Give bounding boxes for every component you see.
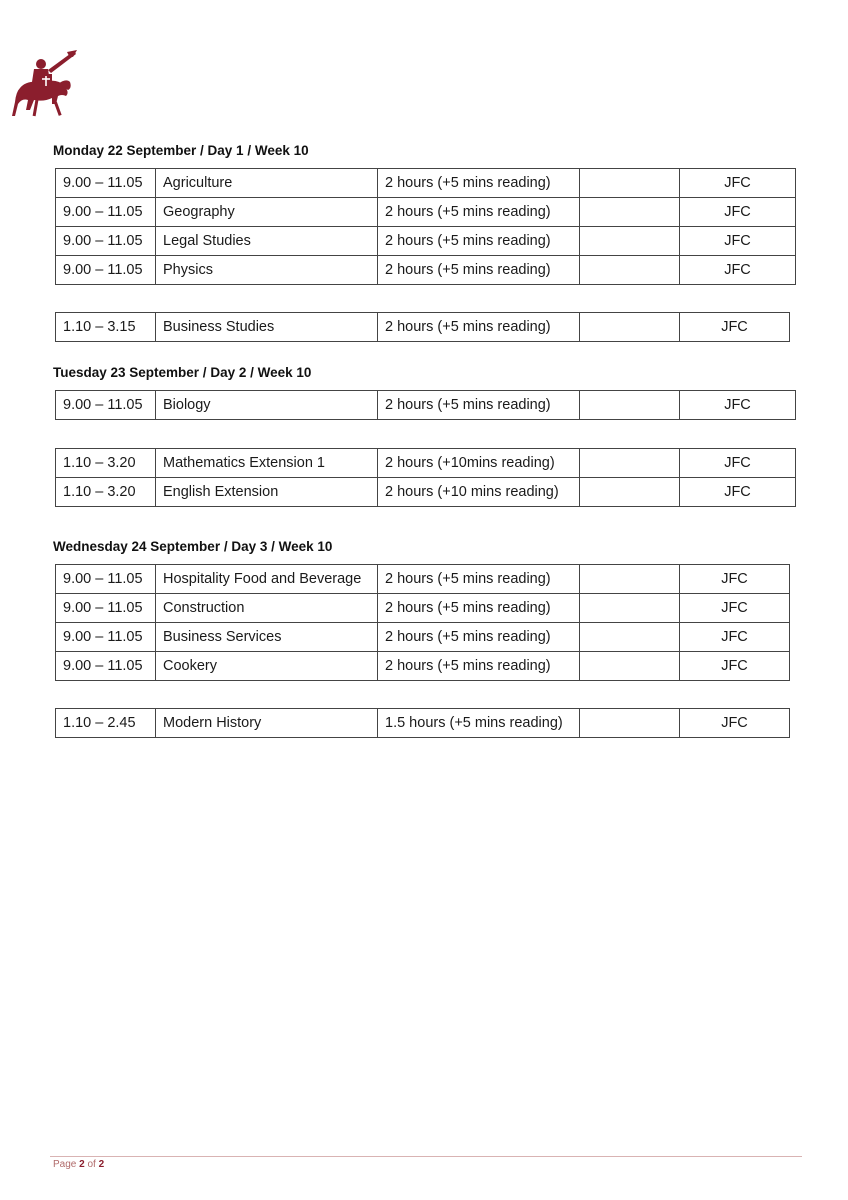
exam-time: 9.00 – 11.05 [56, 198, 156, 227]
exam-time: 9.00 – 11.05 [56, 391, 156, 420]
exam-duration: 2 hours (+5 mins reading) [378, 198, 580, 227]
exam-blank-cell [580, 169, 680, 198]
exam-time: 1.10 – 3.20 [56, 478, 156, 507]
total-pages: 2 [98, 1159, 105, 1170]
table-row [56, 478, 796, 507]
table-row [56, 623, 790, 652]
exam-table-tuesday-afternoon [55, 448, 796, 507]
exam-room: JFC [680, 623, 790, 652]
exam-table-tuesday-morning [55, 390, 796, 420]
exam-subject: Cookery [156, 652, 378, 681]
exam-room: JFC [680, 652, 790, 681]
page-separator: of [87, 1159, 96, 1170]
exam-room: JFC [680, 391, 796, 420]
exam-blank-cell [580, 313, 680, 342]
exam-time: 9.00 – 11.05 [56, 565, 156, 594]
day-heading-monday: Monday 22 September / Day 1 / Week 10 [53, 143, 309, 158]
exam-subject: Construction [156, 594, 378, 623]
knight-on-horse-logo [12, 48, 78, 120]
table-row [56, 391, 796, 420]
exam-subject: Business Studies [156, 313, 378, 342]
exam-subject: Biology [156, 391, 378, 420]
exam-blank-cell [580, 478, 680, 507]
exam-subject: Geography [156, 198, 378, 227]
exam-duration: 2 hours (+10 mins reading) [378, 478, 580, 507]
exam-duration: 2 hours (+5 mins reading) [378, 623, 580, 652]
exam-duration: 2 hours (+5 mins reading) [378, 594, 580, 623]
exam-duration: 1.5 hours (+5 mins reading) [378, 709, 580, 738]
exam-subject: Agriculture [156, 169, 378, 198]
exam-table-monday-morning [55, 168, 796, 285]
exam-blank-cell [580, 256, 680, 285]
exam-duration: 2 hours (+5 mins reading) [378, 256, 580, 285]
exam-time: 9.00 – 11.05 [56, 227, 156, 256]
exam-blank-cell [580, 594, 680, 623]
exam-table-monday-afternoon [55, 312, 790, 342]
exam-time: 9.00 – 11.05 [56, 594, 156, 623]
exam-blank-cell [580, 227, 680, 256]
table-row [56, 652, 790, 681]
exam-blank-cell [580, 565, 680, 594]
day-heading-tuesday: Tuesday 23 September / Day 2 / Week 10 [53, 365, 312, 380]
table-row [56, 313, 790, 342]
table-row [56, 449, 796, 478]
exam-subject: English Extension [156, 478, 378, 507]
exam-room: JFC [680, 313, 790, 342]
footer-divider [50, 1156, 802, 1157]
table-row [56, 594, 790, 623]
exam-subject: Business Services [156, 623, 378, 652]
exam-blank-cell [580, 391, 680, 420]
exam-table-wednesday-afternoon [55, 708, 790, 738]
exam-room: JFC [680, 594, 790, 623]
page-number [53, 1159, 104, 1170]
exam-table-wednesday-morning [55, 564, 790, 681]
exam-time: 9.00 – 11.05 [56, 623, 156, 652]
exam-room: JFC [680, 709, 790, 738]
table-row [56, 256, 796, 285]
exam-duration: 2 hours (+5 mins reading) [378, 169, 580, 198]
table-row [56, 198, 796, 227]
exam-room: JFC [680, 565, 790, 594]
exam-time: 1.10 – 2.45 [56, 709, 156, 738]
exam-subject: Physics [156, 256, 378, 285]
exam-blank-cell [580, 449, 680, 478]
exam-duration: 2 hours (+5 mins reading) [378, 313, 580, 342]
exam-time: 1.10 – 3.15 [56, 313, 156, 342]
exam-duration: 2 hours (+10mins reading) [378, 449, 580, 478]
exam-time: 9.00 – 11.05 [56, 169, 156, 198]
exam-blank-cell [580, 652, 680, 681]
table-row [56, 565, 790, 594]
exam-room: JFC [680, 227, 796, 256]
exam-subject: Legal Studies [156, 227, 378, 256]
exam-blank-cell [580, 709, 680, 738]
exam-room: JFC [680, 478, 796, 507]
exam-blank-cell [580, 623, 680, 652]
exam-subject: Modern History [156, 709, 378, 738]
exam-subject: Hospitality Food and Beverage [156, 565, 378, 594]
exam-time: 9.00 – 11.05 [56, 256, 156, 285]
exam-subject: Mathematics Extension 1 [156, 449, 378, 478]
exam-room: JFC [680, 449, 796, 478]
page-label: Page [53, 1159, 77, 1170]
table-row [56, 169, 796, 198]
exam-blank-cell [580, 198, 680, 227]
exam-room: JFC [680, 198, 796, 227]
table-row [56, 227, 796, 256]
table-row [56, 709, 790, 738]
current-page: 2 [79, 1159, 85, 1170]
exam-duration: 2 hours (+5 mins reading) [378, 391, 580, 420]
exam-time: 9.00 – 11.05 [56, 652, 156, 681]
exam-duration: 2 hours (+5 mins reading) [378, 565, 580, 594]
day-heading-wednesday: Wednesday 24 September / Day 3 / Week 10 [53, 539, 333, 554]
exam-room: JFC [680, 169, 796, 198]
exam-time: 1.10 – 3.20 [56, 449, 156, 478]
exam-duration: 2 hours (+5 mins reading) [378, 227, 580, 256]
exam-room: JFC [680, 256, 796, 285]
exam-duration: 2 hours (+5 mins reading) [378, 652, 580, 681]
